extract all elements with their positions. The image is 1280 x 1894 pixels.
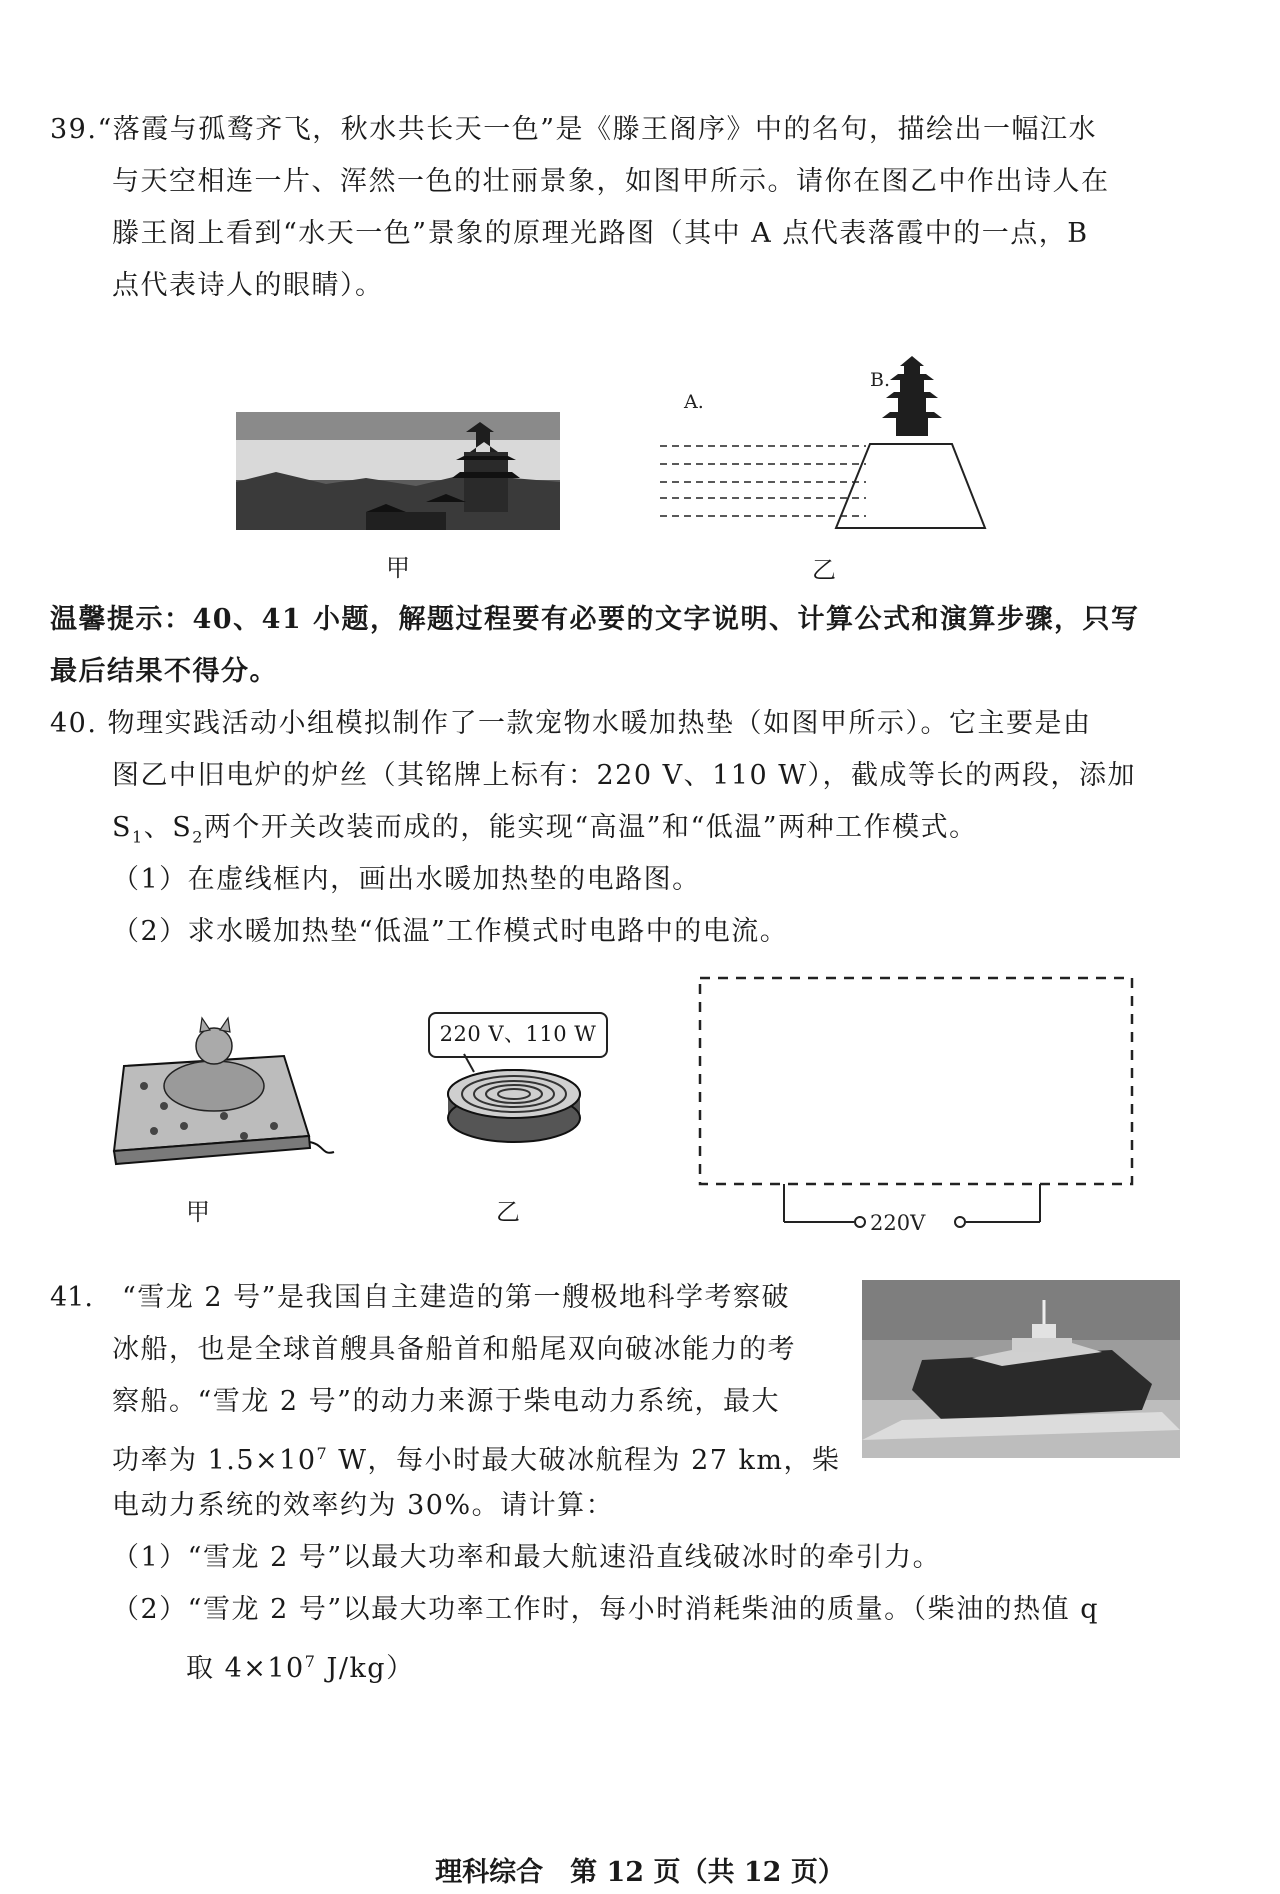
pet-heating-pad-illustration xyxy=(94,1016,324,1166)
question-40-line-3: $S_1$、$S_2$两个开关改装而成的，能实现“高温”和“低温”两种工作模式。 xyxy=(112,812,978,847)
question-41-line-5: 电动力系统的效率约为 30%。请计算： xyxy=(112,1490,615,1521)
question-41-line-2: 冰船，也是全球首艘具备船首和船尾双向破冰能力的考 xyxy=(112,1334,796,1365)
question-41-line-4: 功率为 $1.5\times 10^7$ W，每小时最大破冰航程为 27 km，柴 xyxy=(112,1444,841,1476)
circuit-answer-box xyxy=(698,976,1138,1235)
question-39-line-1: 39.“落霞与孤鹜齐飞，秋水共长天一色”是《滕王阁序》中的名句，描绘出一幅江水 xyxy=(50,114,1098,145)
question-41-line-1: “雪龙 2 号”是我国自主建造的第一艘极地科学考察破 xyxy=(122,1282,790,1313)
figure-39-caption-jia: 甲 xyxy=(386,554,410,582)
question-41-sub-2-cont: 取 $4\times 10^7$ J/kg） xyxy=(186,1652,415,1684)
question-39-line-4: 点代表诗人的眼睛）。 xyxy=(112,270,384,301)
supply-voltage-label: 220V xyxy=(870,1211,926,1235)
question-40-sub-2: （2）求水暖加热垫“低温”工作模式时电路中的电流。 xyxy=(112,916,789,947)
question-40-sub-1: （1）在虚线框内，画出水暖加热垫的电路图。 xyxy=(112,864,701,895)
question-41-number: 41. xyxy=(50,1282,93,1313)
tip-line-2: 最后结果不得分。 xyxy=(50,656,278,687)
question-39-line-3: 滕王阁上看到“水天一色”景象的原理光路图（其中 A 点代表落霞中的一点，B xyxy=(112,218,1089,249)
tip-line-1: 温馨提示：40、41 小题，解题过程要有必要的文字说明、计算公式和演算步骤，只写 xyxy=(50,604,1140,635)
question-41-sub-1: （1）“雪龙 2 号”以最大功率和最大航速沿直线破冰时的牵引力。 xyxy=(112,1542,942,1573)
question-40-line-1: 40. 物理实践活动小组模拟制作了一款宠物水暖加热垫（如图甲所示）。它主要是由 xyxy=(50,708,1092,739)
stove-coil-illustration xyxy=(444,1054,584,1144)
light-path-diagram xyxy=(660,346,990,536)
question-39-line-2: 与天空相连一片、浑然一色的壮丽景象，如图甲所示。请你在图乙中作出诗人在 xyxy=(112,166,1110,197)
nameplate-callout: 220 V、110 W xyxy=(428,1012,608,1058)
terminal-left xyxy=(855,1217,865,1227)
water-surface-lines xyxy=(660,446,866,516)
point-a-label: A. xyxy=(684,391,704,413)
question-40-line-2: 图乙中旧电炉的炉丝（其铭牌上标有：220 V、110 W），截成等长的两段，添加 xyxy=(112,760,1136,791)
figure-39-caption-yi: 乙 xyxy=(812,556,836,584)
tengwang-pavilion-photo xyxy=(236,412,560,530)
question-41-line-3: 察船。“雪龙 2 号”的动力来源于柴电动力系统，最大 xyxy=(112,1386,780,1417)
terminal-right xyxy=(955,1217,965,1227)
question-41-sub-2: （2）“雪龙 2 号”以最大功率工作时，每小时消耗柴油的质量。（柴油的热值 q xyxy=(112,1594,1099,1625)
point-b-label: B. xyxy=(870,369,891,391)
figure-40-caption-jia: 甲 xyxy=(186,1198,210,1226)
page-footer: 理科综合 第 12 页（共 12 页） xyxy=(435,1857,845,1888)
icebreaker-ship-photo xyxy=(862,1280,1180,1458)
pavilion-icon xyxy=(882,356,942,436)
figure-40-caption-yi: 乙 xyxy=(496,1198,520,1226)
